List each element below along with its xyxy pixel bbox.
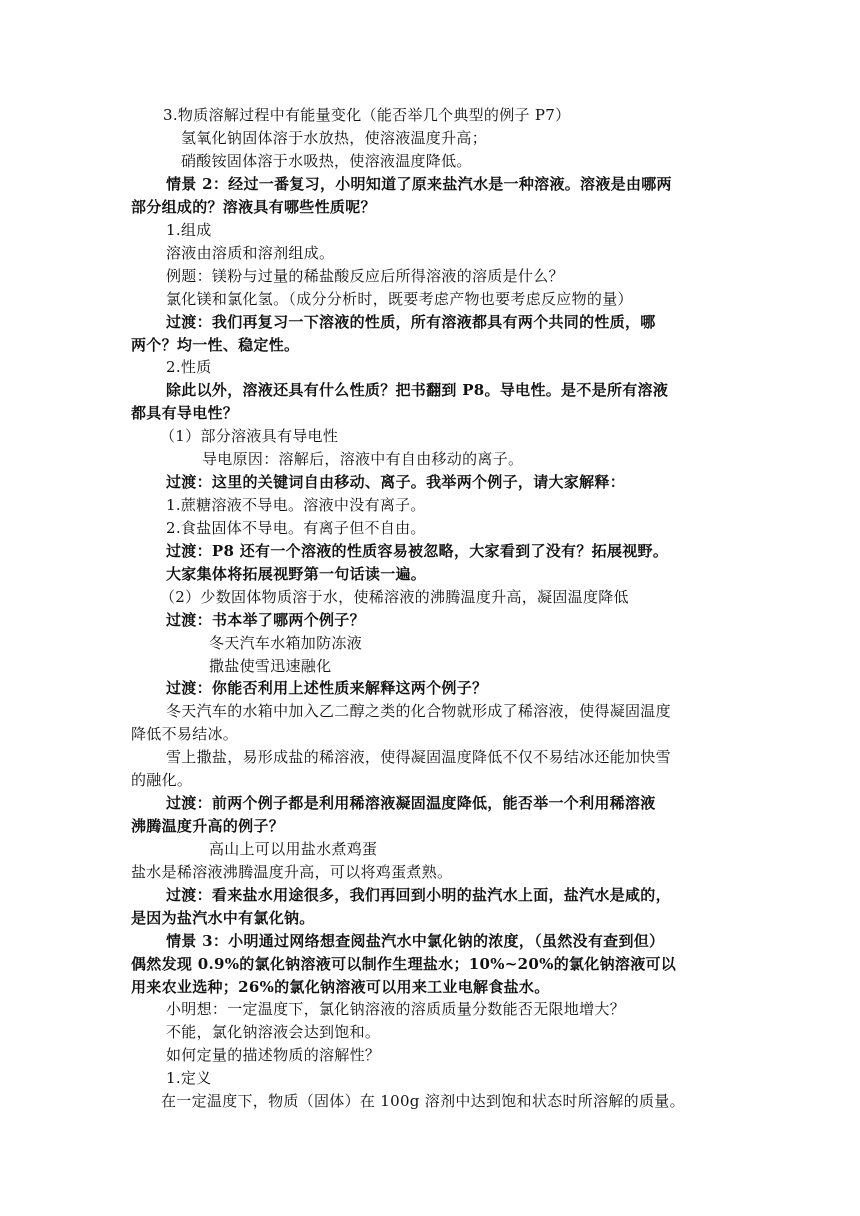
text-line: 用来农业选种；26%的氯化钠溶液可以用来工业电解食盐水。	[131, 978, 550, 996]
text-line: 不能，氯化钠溶液会达到饱和。	[166, 1023, 381, 1041]
text-line: 导电原因：溶解后，溶液中有自由移动的离子。	[202, 450, 524, 468]
text-line: 硝酸铵固体溶于水吸热，使溶液温度降低。	[181, 152, 472, 170]
text-line: 例题：镁粉与过量的稀盐酸反应后所得溶液的溶质是什么？	[166, 267, 564, 285]
text-line: 2.食盐固体不导电。有离子但不自由。	[166, 519, 426, 537]
text-line: 小明想：一定温度下，氯化钠溶液的溶质质量分数能否无限地增大？	[166, 1000, 626, 1018]
text-line: 1.定义	[166, 1069, 212, 1087]
text-line: 冬天汽车水箱加防冻液	[209, 634, 363, 652]
text-line: 1.蔗糖溶液不导电。溶液中没有离子。	[166, 496, 426, 514]
text-line: 过渡：前两个例子都是利用稀溶液凝固温度降低，能否举一个利用稀溶液	[166, 794, 656, 812]
text-line: 偶然发现 0.9%的氯化钠溶液可以制作生理盐水；10%~20%的氯化钠溶液可以	[131, 955, 677, 973]
text-line: 氯化镁和氯化氢。（成分分析时，既要考虑产物也要考虑反应物的量）	[166, 290, 633, 308]
text-line: 溶液由溶质和溶剂组成。	[166, 244, 335, 262]
text-line: 3.物质溶解过程中有能量变化（能否举几个典型的例子 P7）	[163, 106, 571, 124]
text-line: 过渡：看来盐水用途很多，我们再回到小明的盐汽水上面，盐汽水是咸的，	[166, 886, 671, 904]
text-line: 高山上可以用盐水煮鸡蛋	[209, 840, 378, 858]
text-line: 在一定温度下，物质（固体）在 100g 溶剂中达到饱和状态时所溶解的质量。	[161, 1092, 685, 1110]
text-line: 过渡：这里的关键词自由移动、离子。我举两个例子，请大家解释：	[166, 473, 626, 491]
text-line: 氢氧化钠固体溶于水放热，使溶液温度升高；	[181, 129, 488, 147]
text-line: （2）少数固体物质溶于水，使稀溶液的沸腾温度升高，凝固温度降低	[160, 588, 629, 606]
text-line: 都具有导电性？	[131, 404, 239, 422]
text-line: 降低不易结冰。	[131, 725, 239, 743]
text-line: 大家集体将拓展视野第一句话读一遍。	[166, 565, 427, 583]
text-line: 冬天汽车的水箱中加入乙二醇之类的化合物就形成了稀溶液，使得凝固温度	[166, 702, 671, 720]
text-line: 过渡：你能否利用上述性质来解释这两个例子？	[166, 679, 488, 697]
text-line: 沸腾温度升高的例子？	[131, 817, 285, 835]
text-line: 情景 2：经过一番复习，小明知道了原来盐汽水是一种溶液。溶液是由哪两	[166, 175, 672, 193]
text-line: 过渡：我们再复习一下溶液的性质，所有溶液都具有两个共同的性质，哪	[166, 313, 656, 331]
text-line: 过渡：书本举了哪两个例子？	[166, 611, 365, 629]
text-line: 的融化。	[131, 771, 193, 789]
text-line: （1）部分溶液具有导电性	[160, 427, 339, 445]
text-line: 如何定量的描述物质的溶解性？	[166, 1046, 381, 1064]
text-line: 2.性质	[166, 358, 212, 376]
text-line: 盐水是稀溶液沸腾温度升高，可以将鸡蛋煮熟。	[131, 863, 453, 881]
text-line: 是因为盐汽水中有氯化钠。	[131, 909, 315, 927]
text-line: 情景 3：小明通过网络想查阅盐汽水中氯化钠的浓度，（虽然没有查到但）	[166, 932, 665, 950]
text-line: 雪上撒盐，易形成盐的稀溶液，使得凝固温度降低不仅不易结冰还能加快雪	[166, 748, 671, 766]
text-line: 撒盐使雪迅速融化	[209, 657, 332, 675]
text-line: 部分组成的？溶液具有哪些性质呢？	[131, 198, 376, 216]
text-line: 过渡：P8 还有一个溶液的性质容易被忽略，大家看到了没有？拓展视野。	[166, 542, 669, 560]
text-line: 两个？均一性、稳定性。	[131, 336, 300, 354]
text-line: 除此以外，溶液还具有什么性质？把书翻到 P8。导电性。是不是所有溶液	[166, 381, 669, 399]
text-line: 1.组成	[166, 221, 212, 239]
